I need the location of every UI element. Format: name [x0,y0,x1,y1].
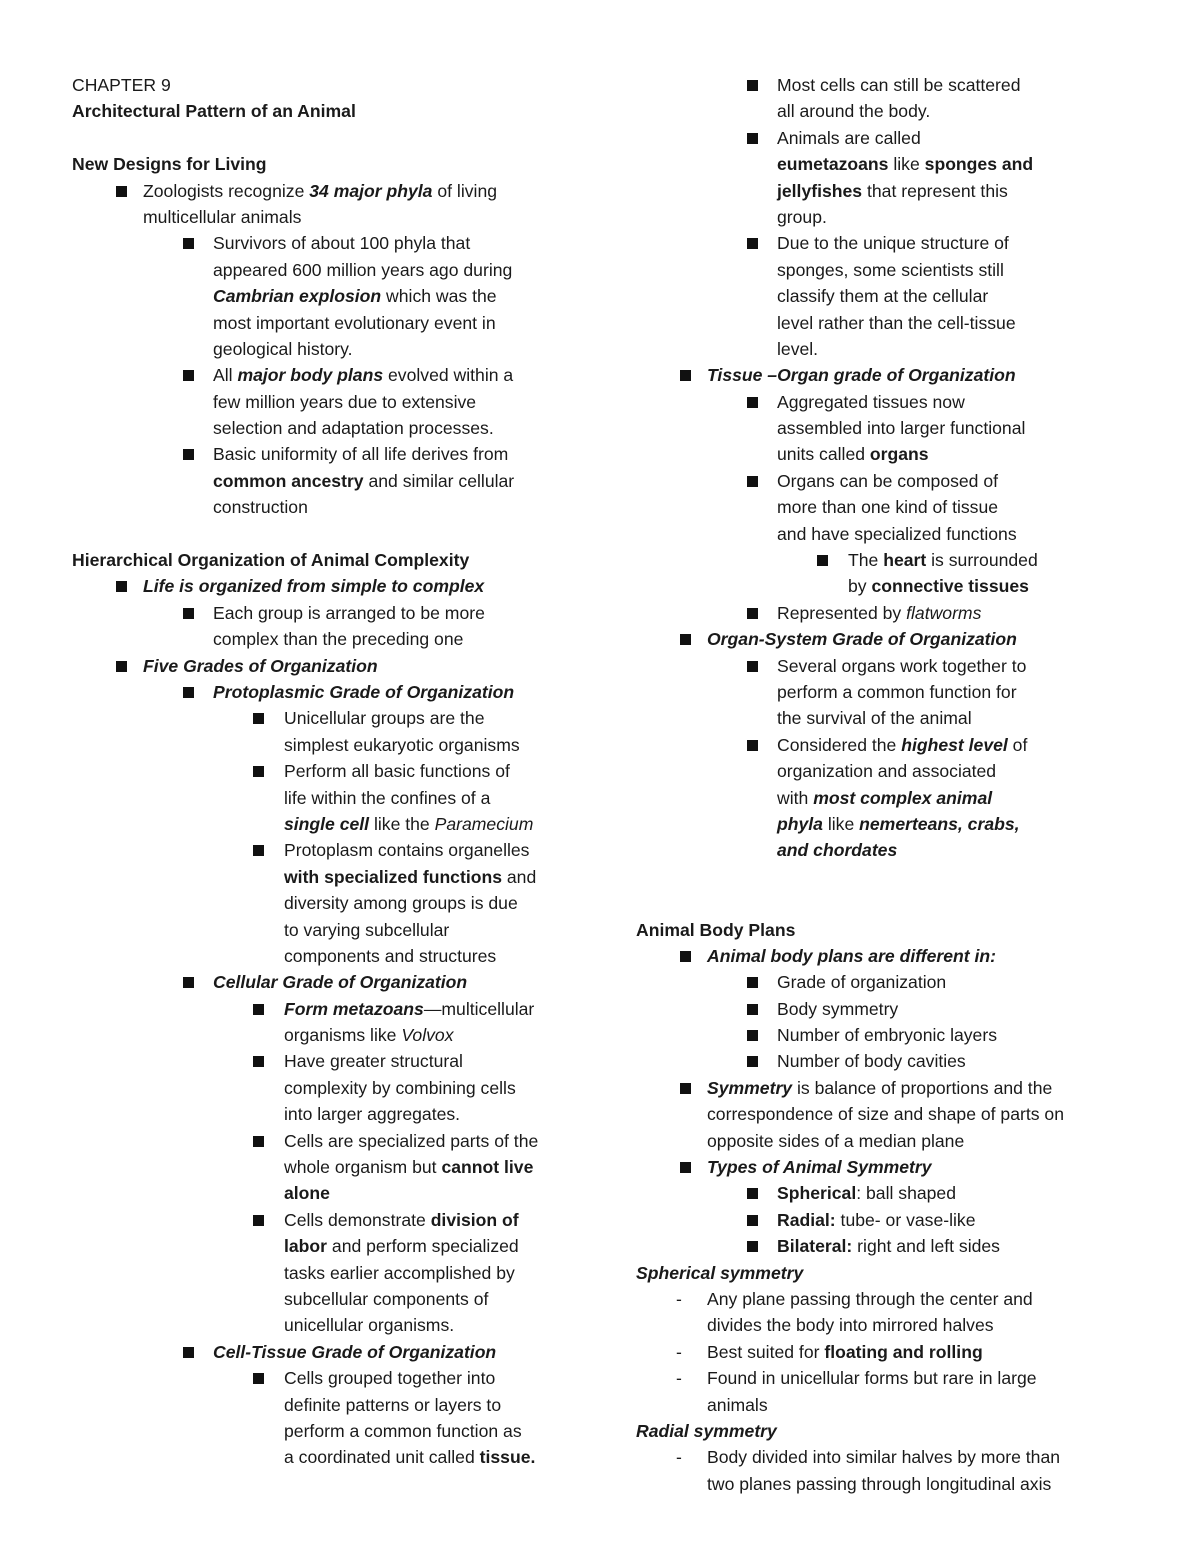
text-run: unicellular organisms. [284,1315,455,1336]
text-run: Number of body cavities [777,1051,966,1072]
text-run: Due to the unique structure of [777,233,1009,254]
text-line [72,1392,572,1418]
text-run: that represent this [862,180,1008,201]
text-line [636,573,1136,599]
text-line [72,1075,572,1101]
bullet-item [72,441,572,467]
dash-bullet-icon: - [676,1288,682,1309]
text-run: with specialized functions [284,866,502,887]
text-run: more than one kind of tissue [777,497,999,518]
bullet-item [636,468,1136,494]
square-bullet-icon [253,1056,264,1067]
text-run: definite patterns or layers to [284,1394,502,1415]
text-run: heart [883,550,927,571]
text-line [72,943,572,969]
bullet-item [636,230,1136,256]
text-run: Spherical [777,1183,857,1204]
text-run: evolved within a [383,365,514,386]
square-bullet-icon [183,608,194,619]
text-line [72,415,572,441]
dash-bullet-icon: - [676,1368,682,1389]
text-line [636,178,1136,204]
square-bullet-icon [747,80,758,91]
text-run: Types of Animal Symmetry [707,1157,932,1178]
text-run: opposite sides of a median plane [707,1130,965,1151]
text-run: complexity by combining cells [284,1077,516,1098]
text-run: whole organism but [284,1157,442,1178]
text-run: few million years due to extensive [213,391,477,412]
square-bullet-icon [747,1241,758,1252]
text-run: single cell [284,813,370,834]
text-line [72,204,572,230]
square-bullet-icon [253,1373,264,1384]
text-run: to varying subcellular [284,919,450,940]
square-bullet-icon [253,845,264,856]
text-run: Volvox [401,1025,454,1046]
text-run: and perform specialized [327,1236,519,1257]
text-run: Hierarchical Organization of Animal Complexity [72,550,470,571]
text-run: tissue. [479,1447,536,1468]
text-run: into larger aggregates. [284,1104,461,1125]
text-line [636,204,1136,230]
text-run: divides the body into mirrored halves [707,1315,994,1336]
text-run: tasks earlier accomplished by [284,1262,515,1283]
square-bullet-icon [183,238,194,249]
text-run: organization and associated [777,761,997,782]
text-run: Organ-System Grade of Organization [707,629,1017,650]
bullet-item [636,362,1136,388]
text-run: geological history. [213,338,353,359]
bullet-item [72,653,572,679]
text-run: right and left sides [852,1236,1000,1257]
text-run: Cellular Grade of Organization [213,972,468,993]
text-run: Life is organized from simple to complex [143,576,485,597]
bullet-item [636,1075,1136,1101]
bullet-item [636,72,1136,98]
left-column [72,72,572,1471]
text-run: Form metazoans [284,998,424,1019]
dash-bullet-icon: - [676,1341,682,1362]
bullet-item [72,996,572,1022]
text-line [72,494,572,520]
text-run: Survivors of about 100 phyla that [213,233,471,254]
text-run: units called [777,444,870,465]
square-bullet-icon [747,476,758,487]
text-run: nemerteans, crabs, [859,813,1020,834]
text-run: and have specialized functions [777,523,1017,544]
text-run: Basic uniformity of all life derives from [213,444,509,465]
text-run: Paramecium [434,813,534,834]
text-line [72,1022,572,1048]
square-bullet-icon [747,238,758,249]
text-run: organs [869,444,929,465]
bullet-item [72,1128,572,1154]
text-run: of [1007,734,1028,755]
text-run: Most cells can still be scattered [777,75,1021,95]
text-line [636,1418,1136,1444]
bullet-item [72,1339,572,1365]
text-run: jellyfishes [777,180,863,201]
text-run: : ball shaped [856,1183,956,1204]
text-line [636,917,1136,943]
square-bullet-icon [116,581,127,592]
text-line [72,1154,572,1180]
text-run: is balance of proportions and the [792,1077,1053,1098]
text-line [636,1312,1136,1338]
text-run: Animal body plans are different in: [707,945,997,966]
text-line [72,310,572,336]
square-bullet-icon [253,1004,264,1015]
text-run: a coordinated unit called [284,1447,480,1468]
text-run: 34 major phyla [309,180,433,201]
dash-item [636,1286,1136,1312]
text-line [72,1101,572,1127]
text-run: Symmetry [707,1077,793,1098]
text-run: Considered the [777,734,902,755]
dash-item [636,1339,1136,1365]
text-line [72,547,572,573]
text-run: Number of embryonic layers [777,1025,997,1046]
text-run: Bilateral: [777,1236,853,1257]
text-run: Cambrian explosion [213,286,382,307]
bullet-item [72,1365,572,1391]
text-run: components and structures [284,945,497,966]
text-line [72,1312,572,1338]
text-line [72,98,572,124]
blank-line [72,521,572,547]
text-run: Radial: [777,1209,836,1230]
dash-item [636,1365,1136,1391]
text-run: with [777,787,814,808]
text-run: —multicellular [423,998,535,1019]
text-run: Radial symmetry [636,1420,777,1441]
square-bullet-icon [253,1215,264,1226]
text-line [72,283,572,309]
bullet-item [72,705,572,731]
text-run: Animal Body Plans [636,919,796,940]
square-bullet-icon [817,555,828,566]
bullet-item [636,969,1136,995]
square-bullet-icon [747,1004,758,1015]
bullet-item [636,626,1136,652]
text-run: Grade of organization [777,972,947,993]
text-run: CHAPTER 9 [72,75,171,95]
square-bullet-icon [747,977,758,988]
text-line [636,494,1136,520]
square-bullet-icon [680,951,691,962]
text-run: most complex animal [813,787,993,808]
text-run: Unicellular groups are the [284,708,485,729]
text-run: Body divided into similar halves by more than [707,1447,1061,1468]
text-line [72,468,572,494]
text-line [72,890,572,916]
text-line [72,626,572,652]
text-run: subcellular components of [284,1288,489,1309]
text-line [636,785,1136,811]
text-line [636,1471,1136,1497]
text-run: multicellular animals [143,206,302,227]
text-run: common ancestry [213,470,364,491]
text-line [72,336,572,362]
bullet-item [72,837,572,863]
text-run: complex than the preceding one [213,629,464,650]
text-run: Represented by [777,602,907,623]
text-run: Cells demonstrate [284,1209,431,1230]
text-run: Protoplasm contains organelles [284,840,530,861]
text-run: all around the body. [777,101,931,122]
text-run: floating and rolling [824,1341,983,1362]
right-column [636,72,1136,1497]
text-line [636,837,1136,863]
text-run: labor [284,1236,328,1257]
text-run: by [848,576,872,597]
text-line [636,758,1136,784]
text-line [72,1180,572,1206]
text-line [636,151,1136,177]
text-line [636,705,1136,731]
text-line [636,415,1136,441]
square-bullet-icon [747,397,758,408]
text-run: flatworms [906,602,982,623]
text-run: Cell-Tissue Grade of Organization [213,1341,497,1362]
text-run: Have greater structural [284,1051,463,1072]
text-run: cannot live [441,1157,534,1178]
text-line [636,1128,1136,1154]
text-run: Body symmetry [777,998,899,1019]
bullet-item [636,547,1136,573]
text-line [72,1233,572,1259]
text-run: major body plans [237,365,384,386]
text-line [636,336,1136,362]
text-run: All [213,365,238,386]
text-run: appeared 600 million years ago during [213,259,513,280]
text-line [636,1392,1136,1418]
text-run: The [848,550,884,571]
text-run: organisms like [284,1025,402,1046]
bullet-item [636,389,1136,415]
text-run: level rather than the cell-tissue [777,312,1016,333]
text-run: and chordates [777,840,898,861]
text-line [636,310,1136,336]
bullet-item [636,1154,1136,1180]
bullet-item [72,1207,572,1233]
square-bullet-icon [253,1136,264,1147]
text-run: most important evolutionary event in [213,312,496,333]
text-line [72,257,572,283]
square-bullet-icon [253,766,264,777]
text-run: and [502,866,537,887]
bullet-item [636,653,1136,679]
bullet-item [72,178,572,204]
text-run: correspondence of size and shape of parts on [707,1104,1064,1125]
bullet-item [636,732,1136,758]
bullet-item [72,230,572,256]
blank-line [636,864,1136,890]
dash-bullet-icon: - [676,1447,682,1468]
text-line [72,864,572,890]
text-run: Cells are specialized parts of the [284,1130,539,1151]
bullet-item [636,125,1136,151]
text-run: New Designs for Living [72,154,267,175]
bullet-item [72,573,572,599]
text-line [636,283,1136,309]
text-run: the survival of the animal [777,708,972,729]
text-run: like [888,154,925,175]
text-line [72,1418,572,1444]
text-run: construction [213,497,308,518]
text-run: Found in unicellular forms but rare in large [707,1368,1037,1389]
text-line [72,151,572,177]
bullet-item [72,1048,572,1074]
bullet-item [72,600,572,626]
text-line [72,1286,572,1312]
text-run: Best suited for [707,1341,825,1362]
square-bullet-icon [253,713,264,724]
text-run: like the [369,813,435,834]
text-run: highest level [901,734,1008,755]
text-run: alone [284,1183,330,1204]
square-bullet-icon [183,449,194,460]
text-line [72,72,572,98]
blank-line [72,125,572,151]
text-run: Architectural Pattern of an Animal [72,101,356,122]
text-run: division of [430,1209,519,1230]
text-run: Cells grouped together into [284,1368,496,1389]
text-run: and similar cellular [363,470,515,491]
text-run: Animals are called [777,127,921,148]
text-line [72,917,572,943]
square-bullet-icon [116,186,127,197]
text-line [636,679,1136,705]
bullet-item [72,679,572,705]
text-run: Five Grades of Organization [143,655,378,676]
text-run: simplest eukaryotic organisms [284,734,520,755]
text-run: Aggregated tissues now [777,391,965,412]
bullet-item [72,969,572,995]
text-run: animals [707,1394,768,1415]
square-bullet-icon [747,661,758,672]
text-run: Any plane passing through the center and [707,1288,1033,1309]
text-line [72,785,572,811]
text-run: diversity among groups is due [284,893,518,914]
text-run: sponges, some scientists still [777,259,1004,280]
square-bullet-icon [680,370,691,381]
square-bullet-icon [183,1347,194,1358]
text-run: two planes passing through longitudinal axis [707,1473,1052,1494]
text-run: selection and adaptation processes. [213,418,494,439]
text-run: Several organs work together to [777,655,1027,676]
text-line [72,1260,572,1286]
text-run: Tissue –Organ grade of Organization [707,365,1016,386]
text-run: Zoologists recognize [143,180,310,201]
bullet-item [636,600,1136,626]
text-run: perform a common function as [284,1420,522,1441]
text-run: assembled into larger functional [777,418,1026,439]
square-bullet-icon [747,1215,758,1226]
bullet-item [636,943,1136,969]
text-run: which was the [381,286,497,307]
square-bullet-icon [183,977,194,988]
text-run: Perform all basic functions of [284,761,510,782]
text-run: Each group is arranged to be more [213,602,485,623]
square-bullet-icon [747,133,758,144]
bullet-item [636,1233,1136,1259]
text-line [636,1101,1136,1127]
bullet-item [636,1048,1136,1074]
square-bullet-icon [747,1030,758,1041]
bullet-item [636,996,1136,1022]
square-bullet-icon [747,608,758,619]
bullet-item [72,362,572,388]
text-run: sponges and [924,154,1034,175]
text-run: tube- or vase-like [835,1209,976,1230]
text-line [72,811,572,837]
text-run: Organs can be composed of [777,470,999,491]
text-run: like [822,813,860,834]
text-line [636,521,1136,547]
bullet-item [636,1207,1136,1233]
text-run: classify them at the cellular [777,286,989,307]
bullet-item [636,1022,1136,1048]
text-run: of living [432,180,498,201]
text-line [636,441,1136,467]
square-bullet-icon [747,1188,758,1199]
text-run: life within the confines of a [284,787,491,808]
text-run: phyla [777,813,823,834]
bullet-item [72,758,572,784]
text-run: is surrounded [926,550,1038,571]
square-bullet-icon [747,740,758,751]
square-bullet-icon [183,687,194,698]
text-run: level. [777,338,819,359]
bullet-item [636,1180,1136,1206]
text-line [636,98,1136,124]
text-line [636,1260,1136,1286]
text-run: perform a common function for [777,681,1017,702]
square-bullet-icon [680,1083,691,1094]
square-bullet-icon [680,634,691,645]
text-line [636,811,1136,837]
text-line [636,257,1136,283]
dash-item [636,1444,1136,1470]
text-run: Protoplasmic Grade of Organization [213,681,515,702]
text-run: connective tissues [871,576,1029,597]
text-run: eumetazoans [777,154,889,175]
square-bullet-icon [680,1162,691,1173]
text-run: Spherical symmetry [636,1262,804,1283]
text-run: group. [777,206,827,227]
text-line [72,1444,572,1470]
square-bullet-icon [747,1056,758,1067]
text-line [72,732,572,758]
square-bullet-icon [116,661,127,672]
blank-line [636,890,1136,916]
square-bullet-icon [183,370,194,381]
text-line [72,389,572,415]
